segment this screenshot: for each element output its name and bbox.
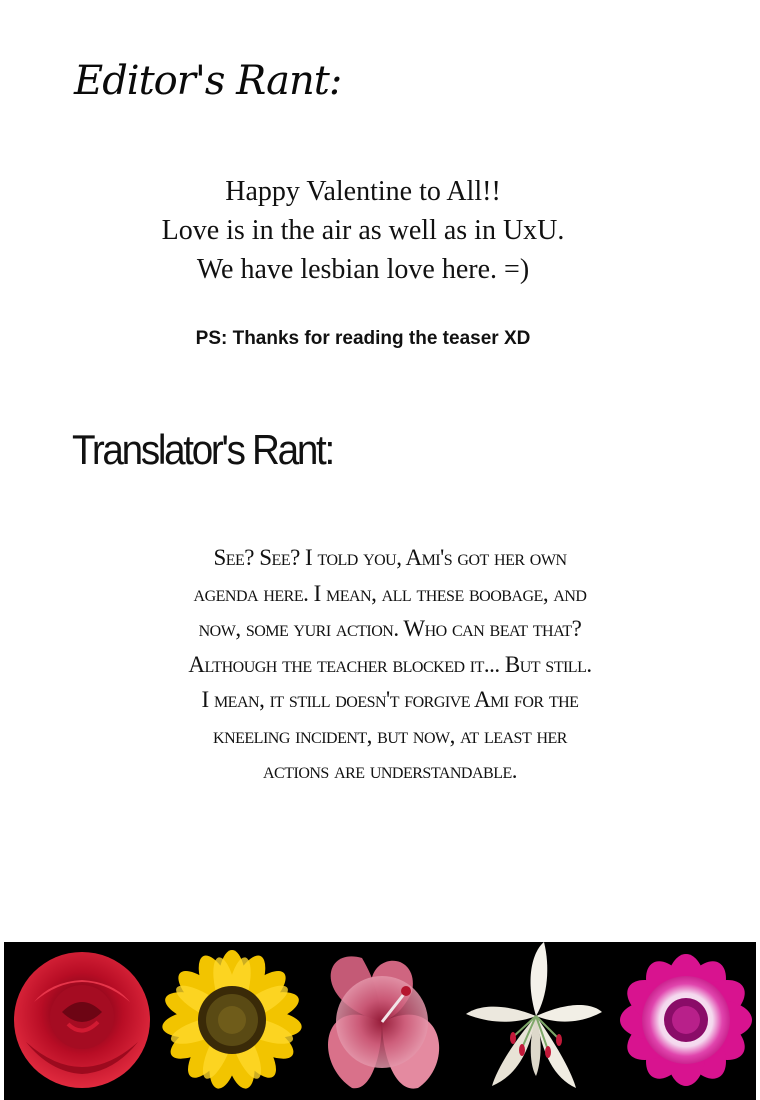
editor-line: Love is in the air as well as in UxU. bbox=[161, 215, 565, 246]
translator-line: kneeling incident, but now, at least her bbox=[213, 722, 567, 748]
translator-rant-body bbox=[120, 540, 660, 789]
translator-line: See? See? I told you, Ami's got her own bbox=[213, 545, 567, 570]
lily-icon bbox=[466, 942, 602, 1088]
translator-line: actions are understandable. bbox=[262, 758, 518, 783]
flower-banner bbox=[4, 942, 756, 1100]
translator-line: agenda here. I mean, all these boobage, and bbox=[193, 580, 587, 606]
red-rose-icon bbox=[14, 952, 150, 1088]
translator-line: Although the teacher blocked it... But still. bbox=[188, 651, 592, 677]
editor-line: We have lesbian love here. =) bbox=[196, 254, 530, 285]
cineraria-icon bbox=[619, 953, 753, 1087]
editor-postscript: PS: Thanks for reading the teaser XD bbox=[195, 328, 531, 349]
translator-line: now, some yuri action. Who can beat that? bbox=[198, 616, 582, 641]
editor-line: Happy Valentine to All!! bbox=[225, 176, 501, 207]
hibiscus-icon bbox=[328, 956, 439, 1088]
translator-rant-heading: Translator's Rant: bbox=[72, 426, 333, 473]
editor-rant-heading: Editor's Rant: bbox=[74, 58, 342, 104]
editor-rant-body bbox=[0, 172, 726, 289]
sunflower-icon bbox=[161, 950, 303, 1091]
translator-line: I mean, it still doesn't forgive Ami for the bbox=[201, 687, 579, 712]
